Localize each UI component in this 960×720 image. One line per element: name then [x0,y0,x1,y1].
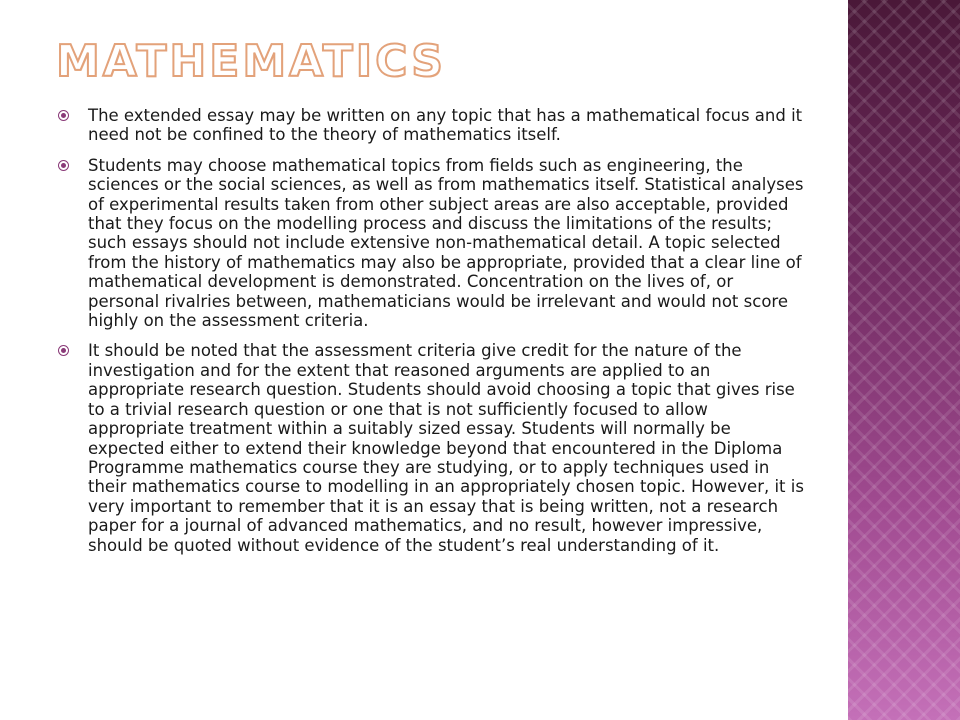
bullet-item [58,156,806,331]
slide-title: MATHEMATICS [56,36,446,87]
bullet-item [58,341,806,554]
bullet-text: The extended essay may be written on any topic that has a mathematical focus and it need not be confined to the theory of mathematics itself. [88,106,803,145]
target-bullet-icon [58,345,69,356]
bullet-text: Students may choose mathematical topics from fields such as engineering, the sciences or the social sciences, as well as from mathematics itself. Statistical analyses of experimental results taken from other subject areas are also acceptable, provided that they focus on the modelling process and discuss the limitations of the results; such essays should not include extensive non-mathematical detail. A topic selected from the history of mathematics may also be appropriate, provided that a clear line of mathematical development is demonstrated. Concentration on the lives of, or personal rivalries between, mathematicians would be irrelevant and would not score highly on the assessment criteria. [88,155,804,331]
bullet-item [58,106,806,145]
decorative-side-panel [848,0,960,720]
bullet-text: It should be noted that the assessment criteria give credit for the nature of the investigation and for the extent that reasoned arguments are applied to an appropriate research question. Students should avoid choosing a topic that gives rise to a trivial research question or one that is not sufficiently focused to allow appropriate treatment within a suitably sized essay. Students will normally be expected either to extend their knowledge beyond that encountered in the Diploma Programme mathematics course they are studying, or to apply techniques used in their mathematics course to modelling in an appropriately chosen topic. However, it is very important to remember that it is an essay that is being written, not a research paper for a journal of advanced mathematics, and no result, however impressive, should be quoted without evidence of the student’s real understanding of it. [88,341,804,555]
target-bullet-icon [58,160,69,171]
target-bullet-icon [58,110,69,121]
bullet-list [58,106,806,566]
